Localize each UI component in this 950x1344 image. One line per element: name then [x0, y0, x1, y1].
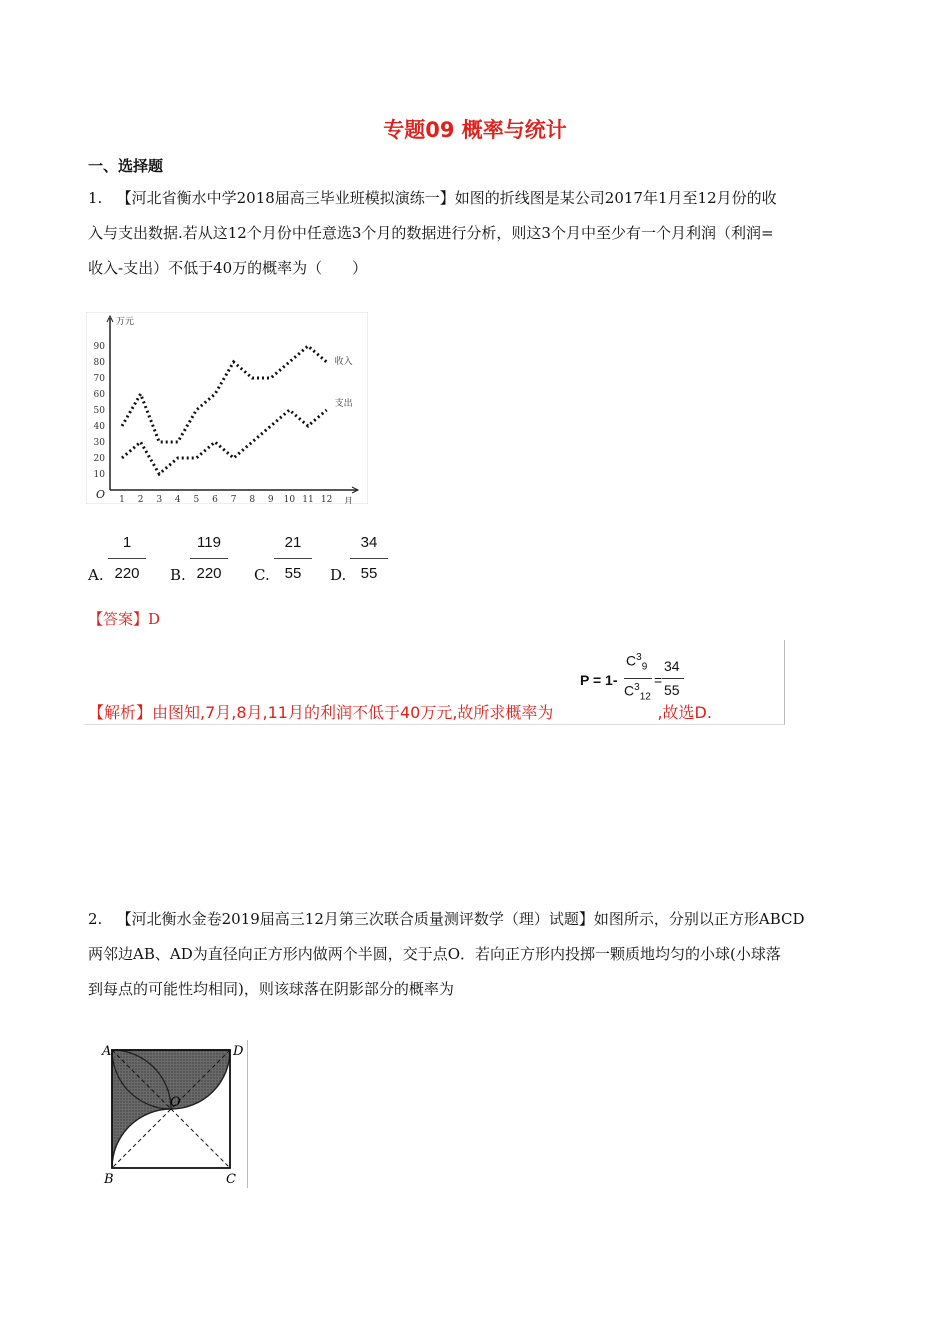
- label-d: D: [233, 1044, 244, 1059]
- q1-answer: 【答案】D: [88, 610, 161, 628]
- q1-number: 1.: [88, 189, 103, 207]
- c-top-sup: 3: [636, 652, 642, 663]
- c-top: C: [626, 652, 637, 669]
- q2-line1: [88, 902, 864, 937]
- x-tick-label: 8: [249, 495, 256, 504]
- c-top-sub: 9: [641, 661, 648, 673]
- option-fraction: [190, 530, 228, 587]
- fraction-denominator: 55: [360, 565, 378, 582]
- x-tick-label: 10: [283, 495, 296, 504]
- section-heading: 一、选择题: [88, 157, 164, 175]
- option-label: B.: [170, 566, 186, 584]
- q2-line2: 两邻边AB、AD为直径向正方形内做两个半圆，交于点O．若向正方形内投掷一颗质地均匀的小球(小球落: [88, 945, 781, 963]
- y-tick-label: 60: [93, 390, 105, 400]
- label-c: C: [226, 1172, 236, 1187]
- chart-frame: [86, 312, 368, 504]
- fraction-numerator: 34: [360, 534, 378, 551]
- q2-line1-text: 【河北衡水金卷2019届高三12月第三次联合质量测评数学（理）试题】如图所示，分别以正方形ABCD: [116, 910, 805, 928]
- fraction-denominator: 55: [284, 565, 302, 582]
- option-fraction: [350, 530, 388, 587]
- y-tick-label: 10: [93, 470, 105, 480]
- fraction-bar: [274, 558, 312, 559]
- figure-edge: [247, 1040, 248, 1188]
- c-bottom: C: [624, 682, 635, 699]
- option-label: A.: [88, 566, 104, 584]
- q1-line3: 收入-支出）不低于40万的概率为（ ）: [88, 259, 368, 277]
- y-tick-label: 70: [93, 374, 105, 384]
- formula-bottom-c: [624, 682, 651, 702]
- option-fraction: [108, 530, 146, 587]
- q1-line-chart: [86, 312, 368, 504]
- y-tick-label: 50: [93, 406, 105, 416]
- x-tick-label: 1: [119, 495, 125, 504]
- formula-prefix: P = 1-: [580, 672, 618, 688]
- option-fraction: [274, 530, 312, 587]
- fraction-bar: [108, 558, 146, 559]
- x-tick-label: 2: [137, 495, 144, 504]
- x-tick-label: 11: [302, 495, 314, 504]
- fraction-denominator: 220: [196, 565, 222, 582]
- x-unit-label: 月: [344, 497, 354, 504]
- fraction-numerator: 1: [122, 534, 132, 551]
- option-label: C.: [254, 566, 270, 584]
- c-bottom-sup: 3: [634, 682, 640, 693]
- label-a: A: [102, 1044, 112, 1059]
- explanation-end: ,故选D.: [657, 703, 712, 722]
- y-tick-label: 30: [93, 438, 105, 448]
- origin-label: O: [96, 488, 106, 501]
- label-b: B: [104, 1172, 114, 1187]
- x-tick-label: 3: [156, 495, 163, 504]
- square-semicircle-figure: [90, 1038, 250, 1190]
- q1-line2: 入与支出数据.若从这12个月份中任意选3个月的数据进行分析，则这3个月中至少有一个月利润（利润=: [88, 224, 774, 242]
- y-unit-label: 万元: [116, 317, 135, 327]
- q1-line1-text: 【河北省衡水中学2018届高三毕业班模拟演练一】如图的折线图是某公司2017年1月至12月份的收: [116, 189, 777, 207]
- x-tick-label: 5: [193, 495, 200, 504]
- q2-text: [88, 902, 864, 1007]
- y-tick-label: 40: [93, 422, 105, 432]
- fraction-numerator: 21: [284, 534, 302, 551]
- x-tick-label: 6: [212, 495, 218, 504]
- figure-svg: [90, 1038, 250, 1190]
- y-tick-label: 20: [93, 454, 105, 464]
- q1-text: [88, 181, 864, 286]
- x-tick-label: 9: [267, 495, 274, 504]
- formula-result-bar: [662, 678, 684, 679]
- fraction-numerator: 119: [197, 534, 221, 551]
- formula-result-num: 34: [664, 658, 680, 674]
- probability-formula: [580, 650, 680, 710]
- option-label: D.: [330, 566, 347, 584]
- q2-number: 2.: [88, 910, 103, 928]
- formula-result-den: 55: [664, 682, 680, 698]
- explanation-text: 【解析】由图知,7月,8月,11月的利润不低于40万元,故所求概率为: [88, 703, 554, 722]
- income-series-label: 收入: [334, 357, 353, 367]
- formula-top-c: [626, 652, 647, 672]
- fraction-bar: [190, 558, 228, 559]
- c-bottom-sub: 12: [639, 691, 651, 703]
- x-tick-label: 12: [320, 495, 333, 504]
- fraction-denominator: 220: [114, 565, 140, 582]
- formula-equals: =: [654, 672, 663, 688]
- x-tick-label: 7: [230, 495, 237, 504]
- y-tick-label: 80: [93, 358, 105, 368]
- page-title: 专题09 概率与统计: [383, 118, 567, 142]
- label-o: O: [170, 1095, 181, 1110]
- chart-svg: [86, 312, 368, 504]
- fraction-bar: [350, 558, 388, 559]
- formula-bar: [624, 678, 652, 679]
- y-tick-label: 90: [93, 342, 105, 352]
- x-tick-label: 4: [174, 495, 181, 504]
- q2-line3: 到每点的可能性均相同)，则该球落在阴影部分的概率为: [88, 980, 454, 998]
- expense-series-label: 支出: [334, 399, 353, 409]
- q1-line1: [88, 181, 864, 216]
